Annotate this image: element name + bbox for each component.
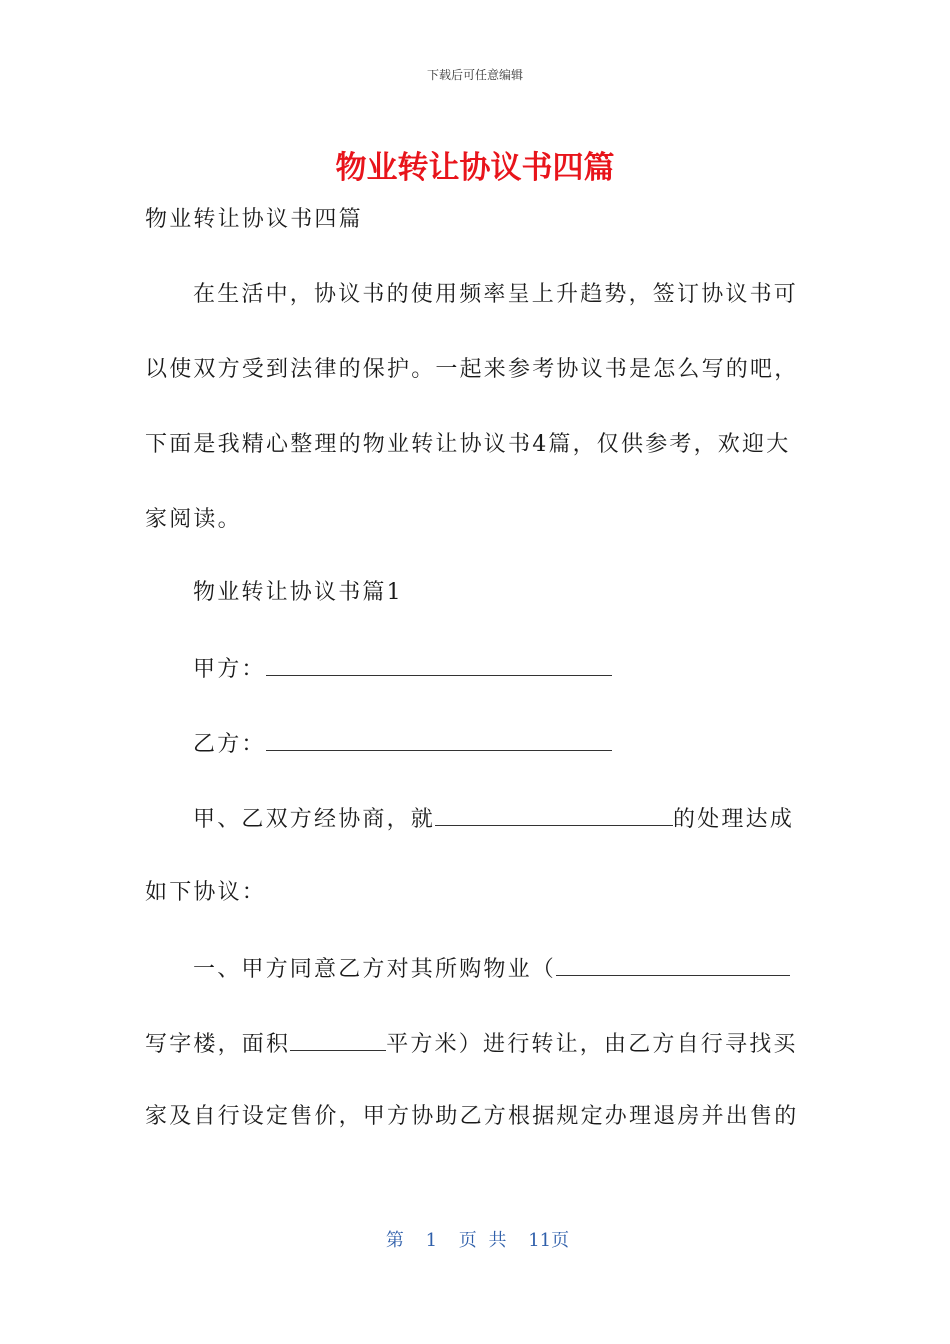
document-title: 物业转让协议书四篇 <box>335 150 615 186</box>
clause1-l2-prefix: 写字楼，面积 <box>145 1032 291 1057</box>
party-a-label: 甲方： <box>193 657 266 682</box>
clause1-l2-suffix: 平方米）进行转让，由乙方自行寻找买 <box>386 1032 798 1057</box>
intro-paragraph-line-3: 下面是我精心整理的物业转让协议书4篇，仅供参考，欢迎大 <box>145 432 791 457</box>
property-blank[interactable] <box>556 953 790 976</box>
clause1-line-2 <box>145 1028 798 1060</box>
intro-paragraph-line-4: 家阅读。 <box>145 507 242 532</box>
party-a-blank[interactable] <box>266 653 612 676</box>
clause1-prefix: 一、甲方同意乙方对其所购物业（ <box>193 957 557 982</box>
intro-paragraph-line-1: 在生活中，协议书的使用频率呈上升趋势，签订协议书可 <box>193 282 799 307</box>
consult-prefix: 甲、乙双方经协商，就 <box>193 807 436 832</box>
header-note: 下载后可任意编辑 <box>426 68 523 82</box>
document-subtitle: 物业转让协议书四篇 <box>145 207 363 232</box>
party-a-line <box>193 653 612 685</box>
footer-page-number: 1 <box>425 1230 438 1251</box>
consult-line-1 <box>193 803 794 835</box>
party-b-blank[interactable] <box>266 728 612 751</box>
consult-subject-blank[interactable] <box>435 803 673 826</box>
footer-middle: 页 共 <box>458 1230 507 1251</box>
intro-paragraph-line-2: 以使双方受到法律的保护。一起来参考协议书是怎么写的吧， <box>145 357 799 382</box>
area-blank[interactable] <box>290 1028 386 1051</box>
footer-total-pages: 11 <box>528 1230 552 1251</box>
party-b-label: 乙方： <box>193 732 266 757</box>
consult-line-2: 如下协议： <box>145 880 267 905</box>
clause1-line-3: 家及自行设定售价，甲方协助乙方根据规定办理退房并出售的 <box>145 1104 799 1129</box>
footer-prefix: 第 <box>385 1230 404 1251</box>
footer-suffix: 页 <box>551 1230 570 1251</box>
section-heading: 物业转让协议书篇1 <box>193 580 403 605</box>
page-number-footer <box>0 1226 950 1252</box>
party-b-line <box>193 728 612 760</box>
consult-suffix: 的处理达成 <box>673 807 795 832</box>
clause1-line-1 <box>193 953 790 985</box>
